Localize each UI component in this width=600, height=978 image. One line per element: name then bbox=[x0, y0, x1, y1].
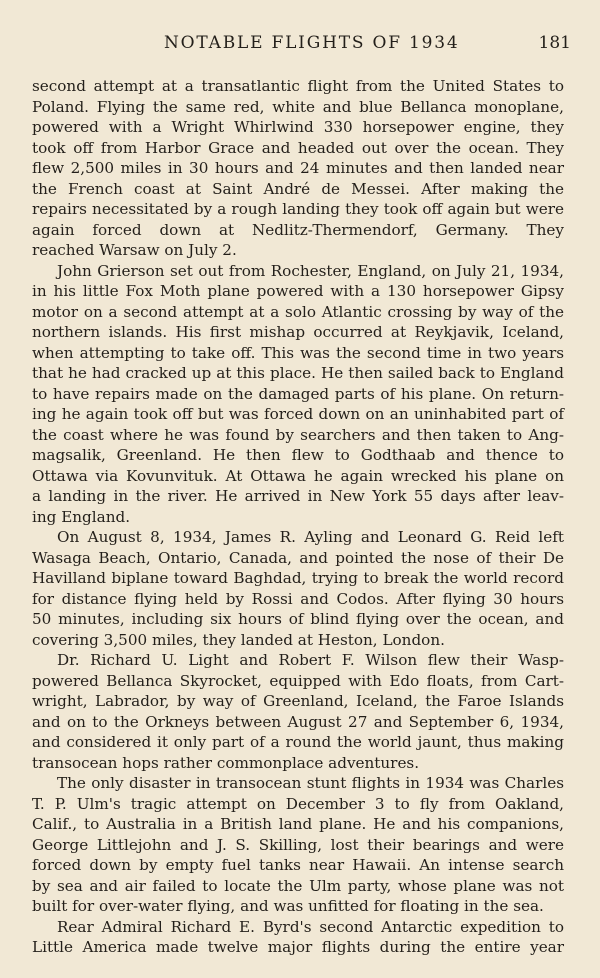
page-number: 181 bbox=[538, 33, 571, 53]
text-line: George Littlejohn and J. S. Skilling, lost their bearings and were bbox=[32, 835, 564, 854]
running-head: NOTABLE FLIGHTS OF 1934 bbox=[164, 33, 460, 53]
text-line: took off from Harbor Grace and headed out over the ocean. They bbox=[32, 138, 564, 157]
text-line: 50 minutes, including six hours of blind flying over the ocean, and bbox=[32, 610, 564, 628]
text-line: magsalik, Greenland. He then flew to Godthaab and thence to bbox=[32, 446, 564, 464]
text-line: for distance flying held by Rossi and Codos. After flying 30 hours bbox=[32, 589, 564, 608]
text-line: Poland. Flying the same red, white and blue Bellanca monoplane, bbox=[32, 97, 564, 116]
text-line: The only disaster in transocean stunt flights in 1934 was Charles bbox=[57, 774, 564, 792]
paragraph bbox=[32, 261, 564, 528]
text-line: John Grierson set out from Rochester, England, on July 21, 1934, bbox=[57, 261, 564, 280]
text-line: flew 2,500 miles in 30 hours and 24 minutes and then landed near bbox=[32, 159, 564, 177]
text-line: On August 8, 1934, James R. Ayling and Leonard G. Reid left bbox=[57, 528, 564, 546]
text-line: that he had cracked up at this place. He then sailed back to England bbox=[32, 364, 564, 382]
text-line: by sea and air failed to locate the Ulm party, whose plane was not bbox=[32, 876, 564, 895]
text-line: forced down by empty fuel tanks near Hawaii. An intense search bbox=[32, 856, 564, 874]
text-line: to have repairs made on the damaged parts of his plane. On return- bbox=[32, 384, 564, 403]
text-line: ing England. bbox=[32, 507, 131, 526]
text-line: the French coast at Saint André de Messei. After making the bbox=[32, 179, 564, 198]
paragraph bbox=[32, 773, 564, 917]
text-line: in his little Fox Moth plane powered with a 130 horsepower Gipsy bbox=[32, 282, 564, 300]
text-line: transocean hops rather commonplace adventures. bbox=[32, 753, 420, 772]
paragraph bbox=[32, 76, 564, 261]
text-line: Little America made twelve major flights during the entire year bbox=[32, 938, 564, 956]
text-line: covering 3,500 miles, they landed at Heston, London. bbox=[32, 630, 445, 649]
text-line: Ottawa via Kovunvituk. At Ottawa he again wrecked his plane on bbox=[32, 466, 564, 485]
text-line: repairs necessitated by a rough landing they took off again but were bbox=[32, 200, 564, 218]
text-line: powered Bellanca Skyrocket, equipped with Edo floats, from Cart- bbox=[32, 671, 564, 690]
paragraph bbox=[32, 527, 564, 650]
text-line: Rear Admiral Richard E. Byrd's second Antarctic expedition to bbox=[57, 917, 564, 936]
text-line: Wasaga Beach, Ontario, Canada, and pointed the nose of their De bbox=[32, 548, 564, 567]
text-line: motor on a second attempt at a solo Atlantic crossing by way of the bbox=[32, 302, 564, 321]
text-line: and considered it only part of a round the world jaunt, thus making bbox=[32, 733, 564, 751]
paragraph bbox=[32, 650, 564, 773]
text-line: Dr. Richard U. Light and Robert F. Wilson flew their Wasp- bbox=[57, 651, 564, 669]
text-line: when attempting to take off. This was the second time in two years bbox=[32, 343, 564, 362]
text-line: reached Warsaw on July 2. bbox=[32, 241, 237, 259]
text-line: powered with a Wright Whirlwind 330 horsepower engine, they bbox=[32, 118, 564, 136]
page-header bbox=[0, 30, 600, 56]
text-line: ing he again took off but was forced down on an uninhabited part of bbox=[32, 405, 564, 423]
text-line: a landing in the river. He arrived in New York 55 days after leav- bbox=[32, 487, 564, 505]
text-line: northern islands. His first mishap occurred at Reykjavik, Iceland, bbox=[32, 323, 564, 341]
text-line: wright, Labrador, by way of Greenland, Iceland, the Faroe Islands bbox=[32, 692, 564, 710]
paragraph bbox=[32, 917, 564, 958]
text-line: second attempt at a transatlantic flight from the United States to bbox=[32, 77, 564, 95]
text-line: Calif., to Australia in a British land plane. He and his companions, bbox=[32, 815, 564, 833]
body-text bbox=[32, 76, 564, 958]
text-line: built for over-water flying, and was unfitted for floating in the sea. bbox=[32, 897, 544, 915]
text-line: again forced down at Nedlitz-Thermendorf, Germany. They bbox=[32, 220, 564, 239]
text-line: and on to the Orkneys between August 27 and September 6, 1934, bbox=[32, 712, 564, 731]
text-line: T. P. Ulm's tragic attempt on December 3 to fly from Oakland, bbox=[32, 794, 564, 813]
text-line: Havilland biplane toward Baghdad, trying to break the world record bbox=[32, 569, 564, 587]
text-line: the coast where he was found by searchers and then taken to Ang- bbox=[32, 425, 564, 444]
